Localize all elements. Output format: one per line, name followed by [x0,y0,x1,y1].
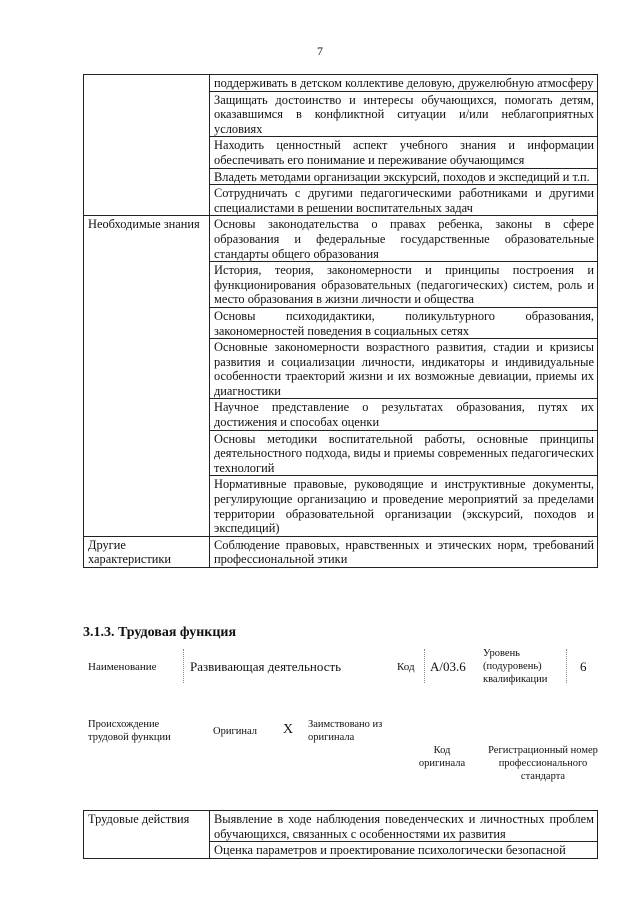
name-label: Наименование [88,661,157,673]
page-number: 7 [317,44,323,58]
table-cell: История, теория, закономерности и принципы построения и функционирования образовательных (педагогических) систем, роль и место образования в жизни личности и общества [210,262,598,308]
table-cell: Основы психодидактики, поликультурного образования, закономерностей поведения в социальных сетях [210,307,598,338]
code-original-label: Код оригинала [418,745,466,769]
original-checkmark: X [283,722,294,737]
borrowed-label: Заимствовано из оригинала [308,719,383,743]
original-label: Оригинал [213,726,257,737]
table-cell: Находить ценностный аспект учебного знания и информации обеспечивать его понимание и переживание обучающимся [210,137,598,168]
reg-number-label: Регистрационный номер профессионального стандарта [488,745,598,782]
actions-table [83,810,598,859]
table-cell: поддерживать в детском коллективе деловую, дружелюбную атмосферу [210,75,598,92]
table-cell: Основы законодательства о правах ребенка, законы в сфере образования и федеральные государственные образовательные стандарты общего образования [210,216,598,262]
requirements-table [83,74,598,568]
table-cell: Нормативные правовые, руководящие и инструктивные документы, регулирующие организацию и проведение мероприятий за пределами территории образовательной организации (экскурсий, походов и экспедиций) [210,476,598,536]
table-row [84,811,598,842]
table-cell: Выявление в ходе наблюдения поведенческих и личностных проблем обучающихся, связанных с особенностями их развития [210,811,598,842]
table-row [84,216,598,262]
empty-label-cell [84,75,210,216]
table-cell: Основные закономерности возрастного развития, стадии и кризисы развития и социализации личности, индикаторы и индивидуальные особенности траекторий жизни и их возможные девиации, приемы их диагностики [210,339,598,399]
table-row [84,536,598,567]
code-value: А/03.6 [430,659,466,674]
level-label: Уровень (подуровень) квалификации [483,648,548,685]
other-label: Другие характеристики [84,536,210,567]
table-cell: Защищать достоинство и интересы обучающихся, помогать детям, оказавшимся в конфликтной ситуации и/или неблагоприятных условиях [210,91,598,137]
table-cell: Соблюдение правовых, нравственных и этических норм, требований профессиональной этики [210,536,598,567]
table-cell: Владеть методами организации экскурсий, походов и экспедиций и т.п. [210,168,598,185]
table-cell: Основы методики воспитательной работы, основные принципы деятельностного подхода, виды и приемы современных педагогических технологий [210,430,598,476]
knowledge-label: Необходимые знания [84,216,210,536]
section-title: 3.1.3. Трудовая функция [83,625,237,640]
origin-label: Происхождение трудовой функции [88,719,171,743]
name-value: Развивающая деятельность [190,659,342,674]
table-cell: Оценка параметров и проектирование психологически безопасной [210,842,598,859]
code-label: Код [397,661,415,673]
table-row [84,75,598,92]
level-value: 6 [580,659,587,674]
table-cell: Сотрудничать с другими педагогическими работниками и другими специалистами в решении воспитательных задач [210,185,598,216]
table-cell: Научное представление о результатах образования, путях их достижения и способах оценки [210,399,598,430]
actions-label: Трудовые действия [84,811,210,859]
